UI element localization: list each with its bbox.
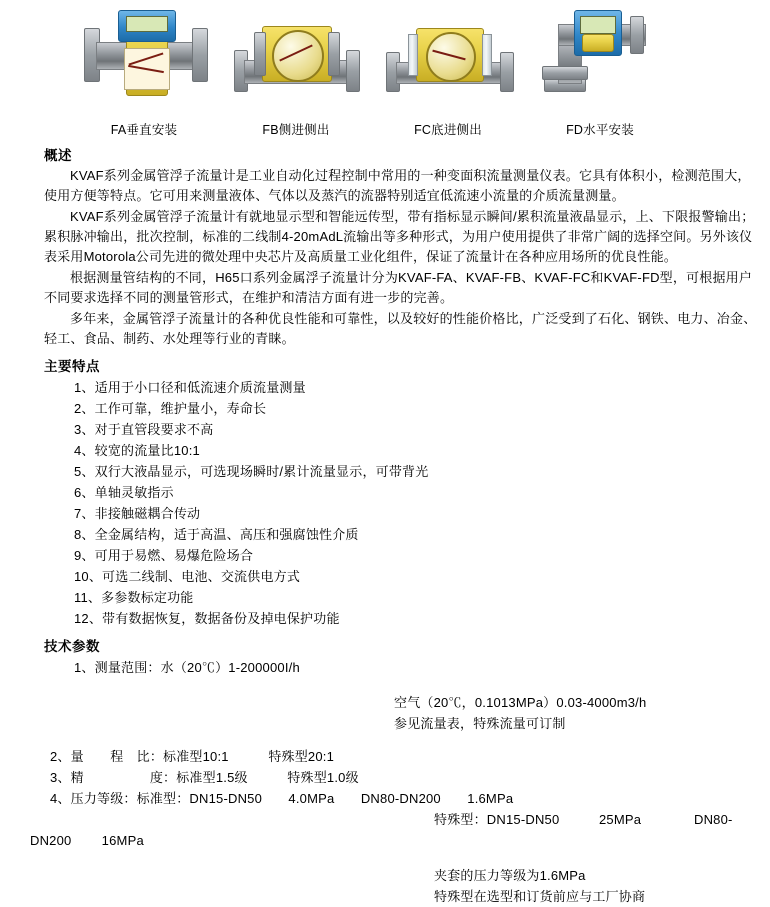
overview-paragraph-4: 多年来，金属管浮子流量计的各种优良性能和可靠性，以及较好的性能价格比，广泛受到了石化、钢铁、电力、冶金、轻工、食品、制药、水处理等行业的青睐。 (44, 311, 757, 346)
list-item: 5、双行大液晶显示，可选现场瞬时/累计流量显示，可带背光 (74, 464, 429, 479)
document-body (0, 144, 770, 907)
list-item: 3、对于直管段要求不高 (74, 422, 214, 437)
spec-line: 参见流量表，特殊流量可订制 (394, 716, 566, 731)
product-fd-caption: FD水平安装 (566, 123, 634, 137)
list-item: 11、多参数标定功能 (74, 590, 194, 605)
list-item: 12、带有数据恢复，数据备份及掉电保护功能 (74, 611, 340, 626)
product-fa-caption: FA垂直安装 (110, 123, 178, 137)
features-heading: 主要特点 (44, 359, 100, 374)
spec-line: 特殊型：DN15-DN50 25MPa DN80- (434, 812, 733, 827)
product-fd (524, 6, 676, 138)
feature-list (44, 377, 760, 629)
list-item: 1、适用于小口径和低流速介质流量测量 (74, 380, 306, 395)
list-item: 9、可用于易燃、易爆危险场合 (74, 548, 254, 563)
product-image-row (0, 0, 770, 138)
overview-paragraph-2: KVAF系列金属管浮子流量计有就地显示型和智能远传型，带有指标显示瞬间/累积流量液晶显示，上、下限报警输出；累积脉冲输出，批次控制，标准的二线制4-20mAdL流输出等多种形式，为用户使用提供了非常广阔的选择空间。另外该仪表采用Motorola公司先进的微处理中央芯片及高质量工业化组件，保证了流量计在各种应用场所的优良性能。 (44, 209, 755, 264)
spec-line: 2、量 程 比：标准型10:1 特殊型20:1 (50, 749, 335, 764)
overview-heading: 概述 (44, 148, 72, 163)
spec-line: 3、精 度：标准型1.5级 特殊型1.0级 (50, 770, 359, 785)
list-item: 4、较宽的流量比10:1 (74, 443, 200, 458)
product-fa (68, 6, 220, 138)
overview-paragraph-1: KVAF系列金属管浮子流量计是工业自动化过程控制中常用的一种变面积流量测量仪表。它具有体积小，检测范围大，使用方便等特点。它可用来测量液体、气体以及蒸汽的流器特别适宜低流速小流量的介质流量测量。 (44, 168, 751, 203)
product-fc-figure (378, 6, 518, 116)
overview-paragraph-3: 根据测量管结构的不同，H65口系列金属浮子流量计分为KVAF-FA、KVAF-FB、KVAF-FC和KVAF-FD型，可根据用户不同要求选择不同的测量管形式，在维护和清洁方面有进一步的完善。 (44, 270, 753, 305)
product-fa-figure (74, 6, 214, 116)
spec-line: 空气（20℃，0.1013MPa）0.03-4000m3/h (394, 695, 647, 710)
spec-line: 1、测量范围：水（20℃）1-200000I/h (74, 660, 300, 675)
list-item: 6、单轴灵敏指示 (74, 485, 174, 500)
product-fd-figure (530, 6, 670, 116)
specs-heading: 技术参数 (44, 639, 100, 654)
product-fc-caption: FC底进侧出 (414, 123, 482, 137)
product-fc (372, 6, 524, 138)
product-fb-figure (226, 6, 366, 116)
spec-list (30, 657, 760, 907)
product-fb (220, 6, 372, 138)
list-item: 2、工作可靠，维护量小，寿命长 (74, 401, 267, 416)
spec-line: 4、压力等级：标准型：DN15-DN50 4.0MPa DN80-DN200 1.6MPa (50, 791, 514, 806)
spec-line: 夹套的压力等级为1.6MPa (434, 868, 586, 883)
product-fb-caption: FB侧进侧出 (262, 123, 330, 137)
list-item: 7、非接触磁耦合传动 (74, 506, 201, 521)
spec-line: 特殊型在选型和订货前应与工厂协商 (434, 889, 646, 904)
list-item: 10、可选二线制、电池、交流供电方式 (74, 569, 301, 584)
list-item: 8、全金属结构，适于高温、高压和强腐蚀性介质 (74, 527, 359, 542)
spec-line: DN200 16MPa (30, 833, 144, 848)
